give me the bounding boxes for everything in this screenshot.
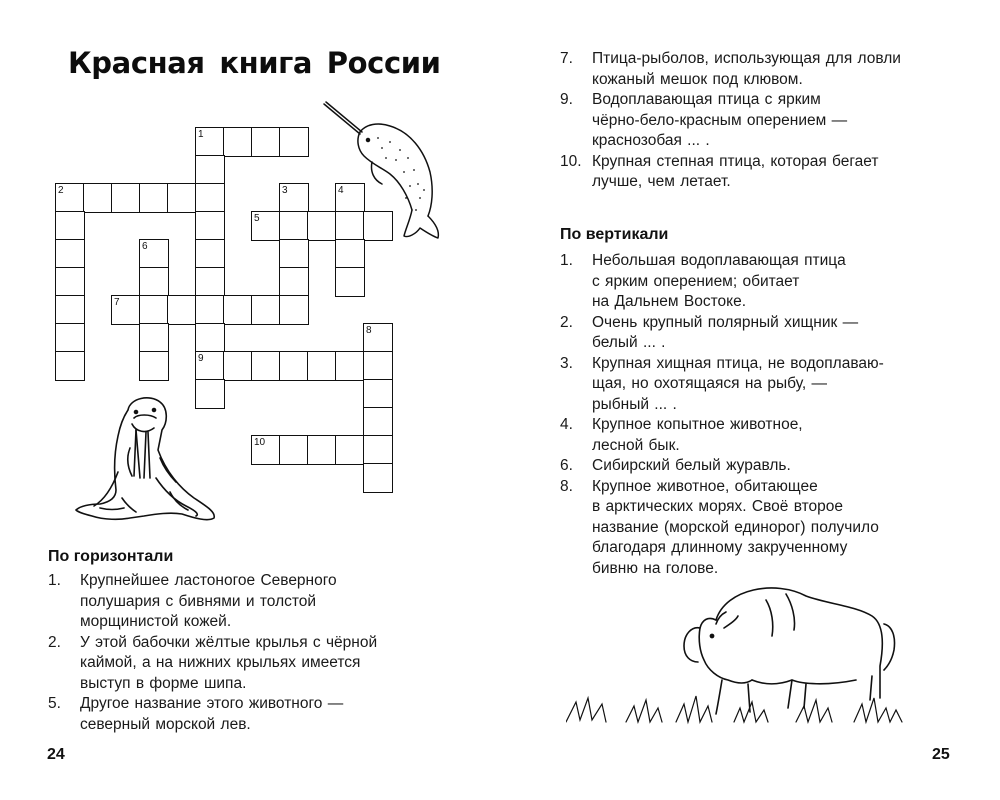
crossword-cell bbox=[279, 211, 309, 241]
clue-text: Крупное животное, обитающее в арктических морях. Своё второе название (морской единорог) получило благодаря длинному закрученному бивню на голове. bbox=[592, 477, 879, 577]
crossword-cell bbox=[279, 267, 309, 297]
crossword-cell bbox=[335, 435, 365, 465]
crossword-cell bbox=[83, 183, 113, 213]
crossword-cell bbox=[335, 267, 365, 297]
crossword-cell bbox=[307, 351, 337, 381]
crossword-cell bbox=[111, 183, 141, 213]
crossword-cell bbox=[139, 267, 169, 297]
crossword-clue-number: 2 bbox=[58, 185, 64, 196]
down-clues-list bbox=[560, 251, 990, 579]
clue-item bbox=[48, 571, 488, 633]
clue-number: 10. bbox=[560, 152, 582, 170]
crossword-clue-number: 9 bbox=[198, 353, 204, 364]
across-heading: По горизонтали bbox=[48, 548, 174, 565]
clue-number: 2. bbox=[560, 313, 573, 331]
down-heading: По вертикали bbox=[560, 226, 669, 243]
crossword-cell bbox=[223, 295, 253, 325]
crossword-clue-number: 10 bbox=[254, 437, 266, 448]
crossword-cell bbox=[195, 155, 225, 185]
crossword-cell bbox=[363, 463, 393, 493]
crossword-cell bbox=[363, 407, 393, 437]
crossword-clue-number: 1 bbox=[198, 129, 204, 140]
crossword-cell bbox=[363, 351, 393, 381]
clue-text: Небольшая водоплавающая птица с ярким оперением; обитает на Дальнем Востоке. bbox=[592, 252, 846, 310]
crossword-cell bbox=[223, 127, 253, 157]
crossword-clue-number: 4 bbox=[338, 185, 344, 196]
crossword-cell bbox=[167, 295, 197, 325]
clue-number: 1. bbox=[560, 252, 573, 269]
clue-number: 5. bbox=[48, 695, 61, 712]
clue-text: Крупная степная птица, которая бегает лучше, чем летает. bbox=[592, 152, 879, 190]
crossword-cell bbox=[55, 351, 85, 381]
clue-number: 1. bbox=[48, 572, 61, 589]
clue-text: Крупнейшее ластоногое Северного полушария с бивнями и толстой морщинистой кожей. bbox=[80, 572, 337, 630]
crossword-cell bbox=[55, 295, 85, 325]
clue-item bbox=[560, 415, 990, 456]
crossword-cell bbox=[139, 295, 169, 325]
crossword-cell bbox=[251, 295, 281, 325]
crossword-cell bbox=[279, 295, 309, 325]
crossword-cell bbox=[251, 351, 281, 381]
crossword-cell bbox=[195, 267, 225, 297]
clue-item bbox=[48, 694, 488, 735]
clue-number: 4. bbox=[560, 416, 573, 433]
crossword-cell bbox=[307, 435, 337, 465]
crossword-cell bbox=[335, 351, 365, 381]
crossword-cell bbox=[279, 435, 309, 465]
page-title: Красная книга России bbox=[68, 46, 441, 80]
crossword-cell bbox=[55, 211, 85, 241]
clue-number: 9. bbox=[560, 91, 573, 108]
crossword-clue-number: 5 bbox=[254, 213, 260, 224]
clue-item bbox=[560, 456, 990, 477]
walrus-illustration bbox=[70, 388, 220, 538]
clue-text: У этой бабочки жёлтые крылья с чёрной каймой, а на нижних крыльях имеется выступ в форме шипа. bbox=[80, 633, 378, 692]
crossword-cell bbox=[279, 239, 309, 269]
across-clues-continued bbox=[560, 49, 990, 193]
clue-item bbox=[560, 354, 990, 416]
crossword-cell bbox=[223, 351, 253, 381]
clue-number: 6. bbox=[560, 457, 573, 474]
clue-item bbox=[48, 633, 488, 695]
page-number-left: 24 bbox=[47, 746, 65, 763]
crossword-clue-number: 6 bbox=[142, 241, 148, 252]
clue-text: Крупная хищная птица, не водоплаваю- щая, но охотящаяся на рыбу, — рыбный ... . bbox=[592, 354, 884, 413]
clue-item bbox=[560, 477, 990, 580]
clue-number: 8. bbox=[560, 477, 573, 495]
clue-item bbox=[560, 313, 990, 354]
clue-item bbox=[560, 49, 990, 90]
bison-illustration bbox=[566, 580, 916, 730]
crossword-cell bbox=[251, 127, 281, 157]
crossword-cell bbox=[139, 351, 169, 381]
clue-text: Сибирский белый журавль. bbox=[592, 457, 791, 474]
crossword-cell bbox=[195, 183, 225, 213]
crossword-clue-number: 7 bbox=[114, 297, 120, 308]
crossword-clue-number: 8 bbox=[366, 325, 372, 336]
clue-text: Другое название этого животного — северный морской лев. bbox=[80, 695, 344, 733]
clue-text: Крупное копытное животное, лесной бык. bbox=[592, 416, 803, 454]
clue-item bbox=[560, 90, 990, 152]
crossword-cell bbox=[55, 239, 85, 269]
crossword-cell bbox=[55, 267, 85, 297]
crossword-cell bbox=[139, 323, 169, 353]
crossword-cell bbox=[195, 323, 225, 353]
right-page bbox=[500, 0, 1000, 800]
across-clues-list bbox=[48, 571, 488, 735]
crossword-cell bbox=[363, 435, 393, 465]
crossword-cell bbox=[195, 295, 225, 325]
crossword-cell bbox=[167, 183, 197, 213]
narwhal-illustration bbox=[320, 98, 450, 246]
clue-number: 2. bbox=[48, 633, 61, 651]
crossword-clue-number: 3 bbox=[282, 185, 288, 196]
crossword-cell bbox=[363, 379, 393, 409]
clue-text: Очень крупный полярный хищник — белый ... . bbox=[592, 313, 859, 351]
clue-text: Птица-рыболов, использующая для ловли кожаный мешок под клювом. bbox=[592, 50, 901, 88]
page-number-right: 25 bbox=[932, 746, 950, 763]
crossword-cell bbox=[279, 127, 309, 157]
crossword-cell bbox=[279, 351, 309, 381]
crossword-cell bbox=[139, 183, 169, 213]
clue-number: 7. bbox=[560, 50, 573, 67]
crossword-cell bbox=[55, 323, 85, 353]
clue-number: 3. bbox=[560, 354, 573, 372]
clue-item bbox=[560, 251, 990, 313]
crossword-cell bbox=[195, 211, 225, 241]
clue-text: Водоплавающая птица с ярким чёрно-бело-красным оперением — краснозобая ... . bbox=[592, 91, 848, 149]
clue-item bbox=[560, 152, 990, 193]
crossword-cell bbox=[195, 239, 225, 269]
